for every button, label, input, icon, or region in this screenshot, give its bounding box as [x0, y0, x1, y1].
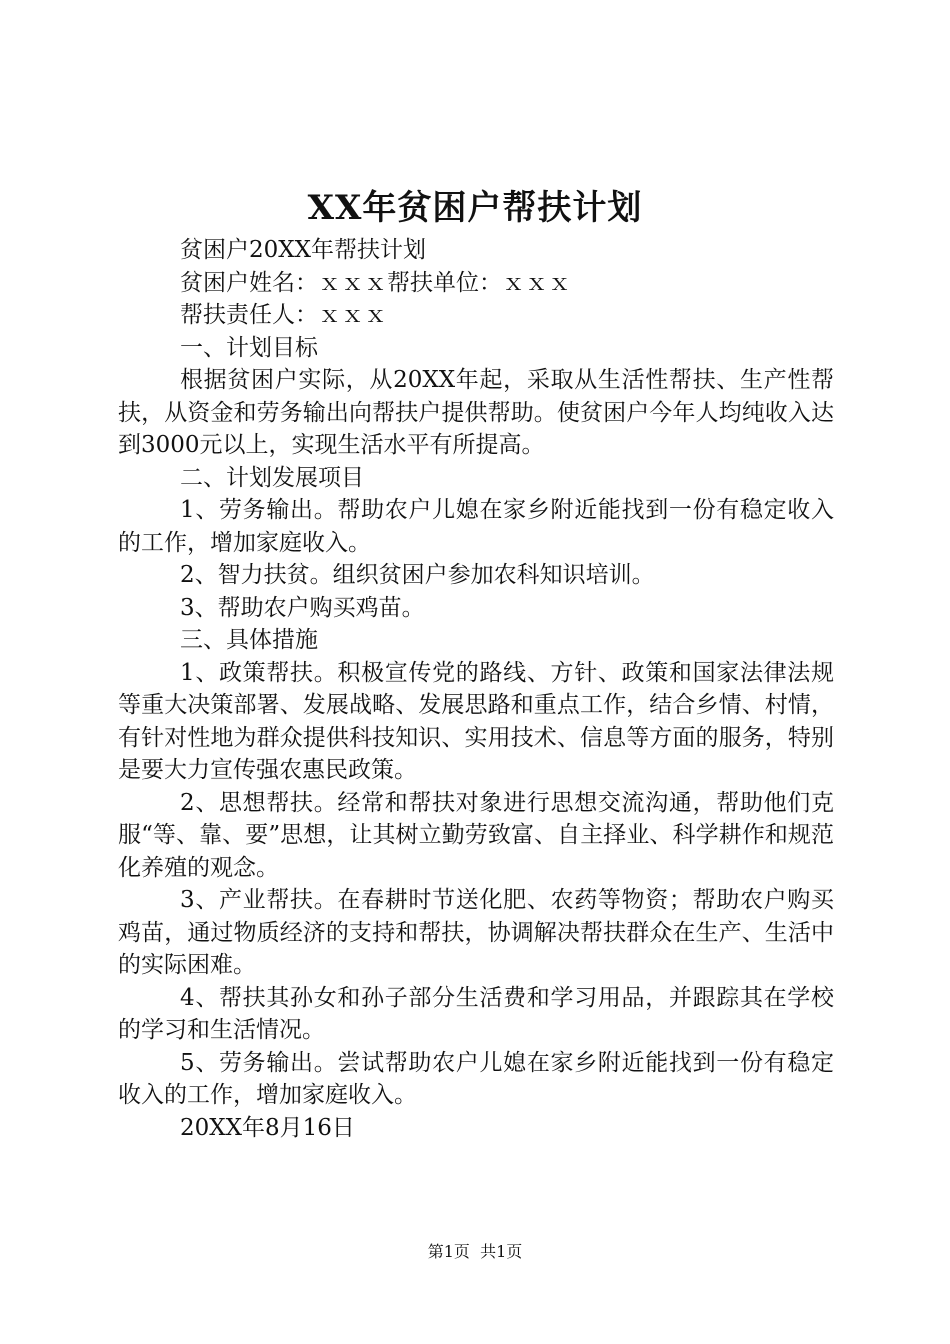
paragraph-project-3: 3、帮助农户购买鸡苗。	[180, 594, 425, 621]
section-heading-projects: 二、计划发展项目	[180, 464, 364, 491]
paragraph-measure-5: 5、劳务输出。尝试帮助农户儿媳在家乡附近能找到一份有稳定收入的工作，增加家庭收入。	[118, 1049, 834, 1108]
paragraph-household-name: 贫困户姓名：ｘｘｘ帮扶单位：ｘｘｘ	[180, 269, 571, 296]
document-body	[118, 234, 834, 1144]
paragraph-date: 20XX年8月16日	[180, 1114, 355, 1141]
paragraph-subtitle: 贫困户20XX年帮扶计划	[180, 237, 427, 263]
document-title: XX年贫困户帮扶计划	[307, 188, 643, 228]
paragraph-measure-3: 3、产业帮扶。在春耕时节送化肥、农药等物资；帮助农户购买鸡苗，通过物质经济的支持和帮扶，协调解决帮扶群众在生产、生活中的实际困难。	[118, 887, 834, 978]
paragraph-measure-2: 2、思想帮扶。经常和帮扶对象进行思想交流沟通，帮助他们克服“等、靠、要”思想，让其树立勤劳致富、自主择业、科学耕作和规范化养殖的观念。	[118, 789, 834, 881]
paragraph-measure-1: 1、政策帮扶。积极宣传党的路线、方针、政策和国家法律法规等重大决策部署、发展战略、发展思路和重点工作，结合乡情、村情，有针对性地为群众提供科技知识、实用技术、信息等方面的服务，特别是要大力宣传强农惠民政策。	[118, 659, 834, 783]
paragraph-responsible-person: 帮扶责任人：ｘｘｘ	[180, 302, 387, 328]
section-heading-goals: 一、计划目标	[180, 334, 318, 361]
section-heading-measures: 三、具体措施	[180, 627, 318, 653]
paragraph-project-1: 1、劳务输出。帮助农户儿媳在家乡附近能找到一份有稳定收入的工作，增加家庭收入。	[118, 497, 834, 556]
paragraph-project-2: 2、智力扶贫。组织贫困户参加农科知识培训。	[180, 562, 655, 588]
paragraph-goals: 根据贫困户实际，从20XX年起，采取从生活性帮扶、生产性帮扶，从资金和劳务输出向帮扶户提供帮助。使贫困户今年人均纯收入达到3000元以上，实现生活水平有所提高。	[118, 367, 834, 458]
paragraph-measure-4: 4、帮扶其孙女和孙子部分生活费和学习用品，并跟踪其在学校的学习和生活情况。	[118, 984, 834, 1043]
page-footer: 第1页 共1页	[427, 1242, 523, 1261]
